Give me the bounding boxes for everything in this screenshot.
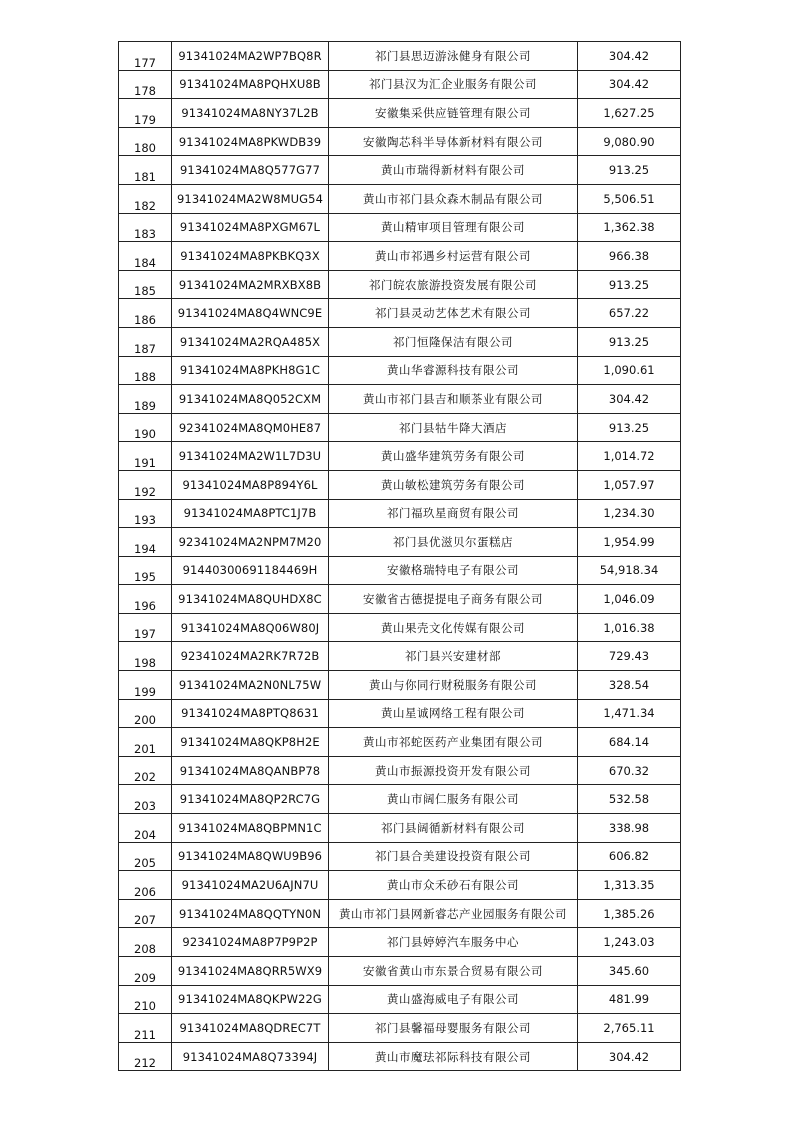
row-index-cell: 199 [119,671,172,700]
credit-code-cell: 91341024MA2N0NL75W [172,671,329,700]
amount-cell: 1,313.35 [578,871,681,900]
company-name-cell: 黄山市祁门县众森木制品有限公司 [329,184,578,213]
table-row [119,585,681,614]
row-index-cell: 200 [119,699,172,728]
row-index-cell: 181 [119,156,172,185]
row-index-cell: 182 [119,184,172,213]
credit-code-cell: 91341024MA8QDREC7T [172,1014,329,1043]
company-name-cell: 祁门县合美建设投资有限公司 [329,842,578,871]
credit-code-cell: 91341024MA8PKBKQ3X [172,242,329,271]
company-name-cell: 黄山盛华建筑劳务有限公司 [329,442,578,471]
row-index-cell: 191 [119,442,172,471]
credit-code-cell: 91341024MA8Q577G77 [172,156,329,185]
amount-cell: 532.58 [578,785,681,814]
amount-cell: 5,506.51 [578,184,681,213]
credit-code-cell: 91341024MA8QWU9B96 [172,842,329,871]
credit-code-cell: 92341024MA2RK7R72B [172,642,329,671]
table-row [119,184,681,213]
credit-code-cell: 91341024MA8PKWDB39 [172,127,329,156]
table-row [119,270,681,299]
amount-cell: 304.42 [578,385,681,414]
credit-code-cell: 91341024MA8PQHXU8B [172,70,329,99]
table-row [119,871,681,900]
table-row [119,842,681,871]
row-index-cell: 201 [119,728,172,757]
credit-code-cell: 91440300691184469H [172,556,329,585]
table-row [119,528,681,557]
amount-cell: 1,016.38 [578,613,681,642]
row-index-cell: 194 [119,528,172,557]
row-index-cell: 206 [119,871,172,900]
company-name-cell: 黄山与你同行财税服务有限公司 [329,671,578,700]
table-row [119,42,681,71]
company-name-cell: 祁门县牯牛降大酒店 [329,413,578,442]
company-name-cell: 祁门县思迈游泳健身有限公司 [329,42,578,71]
company-name-cell: 祁门县兴安建材部 [329,642,578,671]
table-row [119,613,681,642]
amount-cell: 9,080.90 [578,127,681,156]
credit-code-cell: 91341024MA8QUHDX8C [172,585,329,614]
table-row [119,985,681,1014]
company-name-cell: 祁门县阔循新材料有限公司 [329,814,578,843]
row-index-cell: 198 [119,642,172,671]
company-name-cell: 祁门恒隆保洁有限公司 [329,327,578,356]
company-name-cell: 黄山市振源投资开发有限公司 [329,756,578,785]
company-name-cell: 黄山市魔珐祁际科技有限公司 [329,1042,578,1071]
amount-cell: 1,090.61 [578,356,681,385]
row-index-cell: 196 [119,585,172,614]
table-row [119,957,681,986]
amount-cell: 304.42 [578,1042,681,1071]
credit-code-cell: 91341024MA8QQTYN0N [172,899,329,928]
row-index-cell: 211 [119,1014,172,1043]
row-index-cell: 202 [119,756,172,785]
row-index-cell: 203 [119,785,172,814]
company-name-cell: 安徽省古德提提电子商务有限公司 [329,585,578,614]
amount-cell: 481.99 [578,985,681,1014]
row-index-cell: 183 [119,213,172,242]
amount-cell: 304.42 [578,42,681,71]
amount-cell: 328.54 [578,671,681,700]
amount-cell: 1,014.72 [578,442,681,471]
company-name-cell: 黄山市祁遇乡村运营有限公司 [329,242,578,271]
row-index-cell: 195 [119,556,172,585]
amount-cell: 684.14 [578,728,681,757]
credit-code-cell: 91341024MA2RQA485X [172,327,329,356]
table-row [119,699,681,728]
table-row [119,556,681,585]
amount-cell: 913.25 [578,413,681,442]
amount-cell: 54,918.34 [578,556,681,585]
table-row [119,70,681,99]
credit-code-cell: 91341024MA8NY37L2B [172,99,329,128]
table-row [119,156,681,185]
row-index-cell: 212 [119,1042,172,1071]
amount-cell: 729.43 [578,642,681,671]
credit-code-cell: 91341024MA8PTC1J7B [172,499,329,528]
row-index-cell: 187 [119,327,172,356]
company-name-cell: 安徽省黄山市东景合贸易有限公司 [329,957,578,986]
company-name-cell: 祁门福玖星商贸有限公司 [329,499,578,528]
table-row [119,470,681,499]
company-name-cell: 祁门县婷婷汽车服务中心 [329,928,578,957]
company-name-cell: 黄山市众禾砂石有限公司 [329,871,578,900]
row-index-cell: 184 [119,242,172,271]
amount-cell: 1,385.26 [578,899,681,928]
credit-code-cell: 91341024MA8PXGM67L [172,213,329,242]
credit-code-cell: 91341024MA8QKPW22G [172,985,329,1014]
row-index-cell: 192 [119,470,172,499]
credit-code-cell: 92341024MA8QM0HE87 [172,413,329,442]
company-name-cell: 祁门县汉为汇企业服务有限公司 [329,70,578,99]
table-row [119,356,681,385]
row-index-cell: 197 [119,613,172,642]
company-name-cell: 安徽集采供应链管理有限公司 [329,99,578,128]
amount-cell: 606.82 [578,842,681,871]
amount-cell: 657.22 [578,299,681,328]
credit-code-cell: 91341024MA8Q73394J [172,1042,329,1071]
amount-cell: 304.42 [578,70,681,99]
taxpayer-table [118,41,681,1071]
company-name-cell: 黄山市阔仁服务有限公司 [329,785,578,814]
company-name-cell: 黄山果壳文化传媒有限公司 [329,613,578,642]
row-index-cell: 188 [119,356,172,385]
row-index-cell: 185 [119,270,172,299]
credit-code-cell: 91341024MA2W8MUG54 [172,184,329,213]
table-row [119,671,681,700]
company-name-cell: 黄山市瑞得新材料有限公司 [329,156,578,185]
amount-cell: 966.38 [578,242,681,271]
credit-code-cell: 91341024MA8QBPMN1C [172,814,329,843]
credit-code-cell: 92341024MA8P7P9P2P [172,928,329,957]
amount-cell: 1,362.38 [578,213,681,242]
credit-code-cell: 91341024MA8QANBP78 [172,756,329,785]
table-row [119,99,681,128]
company-name-cell: 祁门皖农旅游投资发展有限公司 [329,270,578,299]
table-row [119,785,681,814]
amount-cell: 913.25 [578,156,681,185]
credit-code-cell: 91341024MA8Q4WNC9E [172,299,329,328]
amount-cell: 345.60 [578,957,681,986]
table-row [119,242,681,271]
table-body [119,42,681,1071]
row-index-cell: 207 [119,899,172,928]
credit-code-cell: 91341024MA8QRR5WX9 [172,957,329,986]
table-row [119,899,681,928]
amount-cell: 1,057.97 [578,470,681,499]
credit-code-cell: 91341024MA8QKP8H2E [172,728,329,757]
company-name-cell: 黄山市祁门县网新睿芯产业园服务有限公司 [329,899,578,928]
row-index-cell: 189 [119,385,172,414]
credit-code-cell: 92341024MA2NPM7M20 [172,528,329,557]
amount-cell: 1,627.25 [578,99,681,128]
credit-code-cell: 91341024MA8PTQ8631 [172,699,329,728]
amount-cell: 670.32 [578,756,681,785]
company-name-cell: 安徽陶芯科半导体新材料有限公司 [329,127,578,156]
amount-cell: 1,046.09 [578,585,681,614]
amount-cell: 913.25 [578,270,681,299]
company-name-cell: 祁门县优滋贝尔蛋糕店 [329,528,578,557]
company-name-cell: 黄山华睿源科技有限公司 [329,356,578,385]
table-row [119,413,681,442]
table-row [119,1042,681,1071]
credit-code-cell: 91341024MA2WP7BQ8R [172,42,329,71]
row-index-cell: 180 [119,127,172,156]
credit-code-cell: 91341024MA8QP2RC7G [172,785,329,814]
amount-cell: 1,243.03 [578,928,681,957]
table-row [119,642,681,671]
row-index-cell: 193 [119,499,172,528]
credit-code-cell: 91341024MA8Q052CXM [172,385,329,414]
row-index-cell: 210 [119,985,172,1014]
table-row [119,928,681,957]
company-name-cell: 黄山盛海威电子有限公司 [329,985,578,1014]
row-index-cell: 177 [119,42,172,71]
table-row [119,442,681,471]
company-name-cell: 祁门县馨福母婴服务有限公司 [329,1014,578,1043]
amount-cell: 2,765.11 [578,1014,681,1043]
company-name-cell: 黄山精审项目管理有限公司 [329,213,578,242]
row-index-cell: 209 [119,957,172,986]
company-name-cell: 黄山市祁蛇医药产业集团有限公司 [329,728,578,757]
table-row [119,385,681,414]
table-row [119,327,681,356]
credit-code-cell: 91341024MA8Q06W80J [172,613,329,642]
row-index-cell: 208 [119,928,172,957]
row-index-cell: 190 [119,413,172,442]
company-name-cell: 安徽格瑞特电子有限公司 [329,556,578,585]
credit-code-cell: 91341024MA2W1L7D3U [172,442,329,471]
company-name-cell: 祁门县灵动艺体艺术有限公司 [329,299,578,328]
credit-code-cell: 91341024MA8P894Y6L [172,470,329,499]
row-index-cell: 204 [119,814,172,843]
table-row [119,728,681,757]
amount-cell: 338.98 [578,814,681,843]
company-name-cell: 黄山市祁门县吉和顺茶业有限公司 [329,385,578,414]
amount-cell: 1,954.99 [578,528,681,557]
table-row [119,814,681,843]
row-index-cell: 186 [119,299,172,328]
row-index-cell: 178 [119,70,172,99]
amount-cell: 1,234.30 [578,499,681,528]
table-row [119,1014,681,1043]
company-name-cell: 黄山敏松建筑劳务有限公司 [329,470,578,499]
company-name-cell: 黄山星诚网络工程有限公司 [329,699,578,728]
credit-code-cell: 91341024MA8PKH8G1C [172,356,329,385]
table-row [119,213,681,242]
credit-code-cell: 91341024MA2MRXBX8B [172,270,329,299]
row-index-cell: 179 [119,99,172,128]
amount-cell: 1,471.34 [578,699,681,728]
credit-code-cell: 91341024MA2U6AJN7U [172,871,329,900]
table-row [119,127,681,156]
table-row [119,299,681,328]
amount-cell: 913.25 [578,327,681,356]
table-row [119,499,681,528]
table-row [119,756,681,785]
row-index-cell: 205 [119,842,172,871]
